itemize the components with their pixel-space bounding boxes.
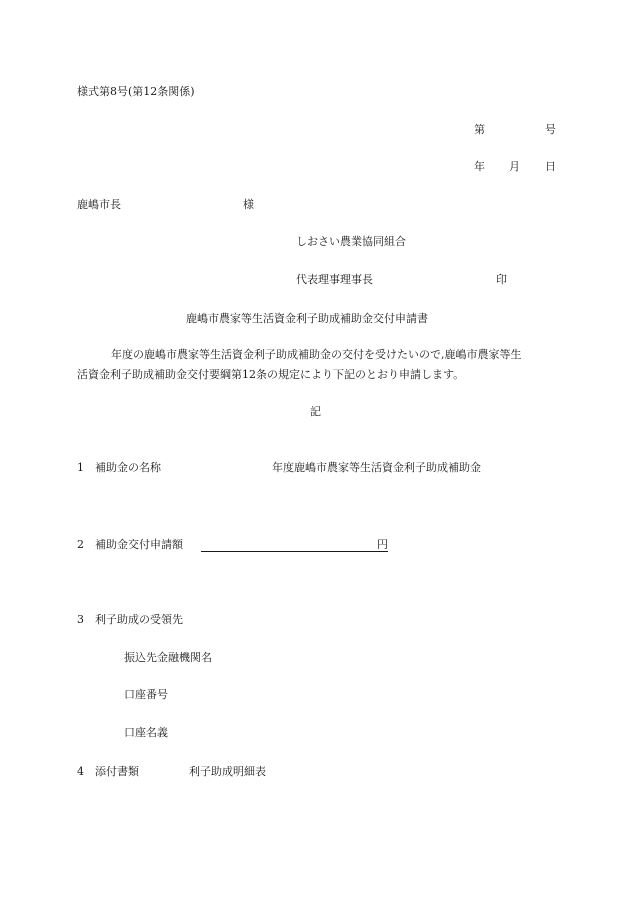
item-1-label: 補助金の名称 [95,461,161,474]
account-holder-label: 口座名義 [124,726,168,739]
doc-number-dai: 第 [474,123,485,136]
item-2-number: 2 [77,538,84,551]
addressee-name: 鹿嶋市長 [77,198,121,211]
document-title: 鹿嶋市農家等生活資金利子助成補助金交付申請書 [186,312,428,325]
date-year: 年 [474,160,485,173]
applicant-org: しおさい農業協同組合 [296,235,406,248]
doc-number-go: 号 [545,123,556,136]
item-4-number: 4 [77,765,84,778]
item-2-label: 補助金交付申請額 [95,538,183,551]
item-1-number: 1 [77,461,84,474]
body-line-1: 年度の鹿嶋市農家等生活資金利子助成補助金の交付を受けたいので,鹿嶋市農家等生 [111,348,522,361]
account-number-label: 口座番号 [124,688,168,701]
item-3-number: 3 [77,613,84,626]
ki-marker: 記 [310,405,321,418]
applicant-seal: 印 [496,273,507,286]
item-4-label: 添付書類 [95,765,139,778]
addressee-honorific: 様 [243,198,254,211]
item-4-value: 利子助成明細表 [189,765,266,778]
item-1-value: 年度鹿嶋市農家等生活資金利子助成補助金 [272,461,481,474]
date-day: 日 [545,160,556,173]
body-line-2: 活資金利子助成補助金交付要綱第12条の規定により下記のとおり申請します。 [77,368,465,381]
amount-unit: 円 [377,538,388,551]
applicant-title: 代表理事理事長 [296,273,373,286]
form-number-header: 様式第8号(第12条関係) [77,85,195,98]
amount-field[interactable] [201,539,388,552]
item-3-label: 利子助成の受領先 [95,613,183,626]
bank-name-label: 振込先金融機関名 [124,651,212,664]
date-month: 月 [509,160,520,173]
amount-underline[interactable] [201,539,377,552]
